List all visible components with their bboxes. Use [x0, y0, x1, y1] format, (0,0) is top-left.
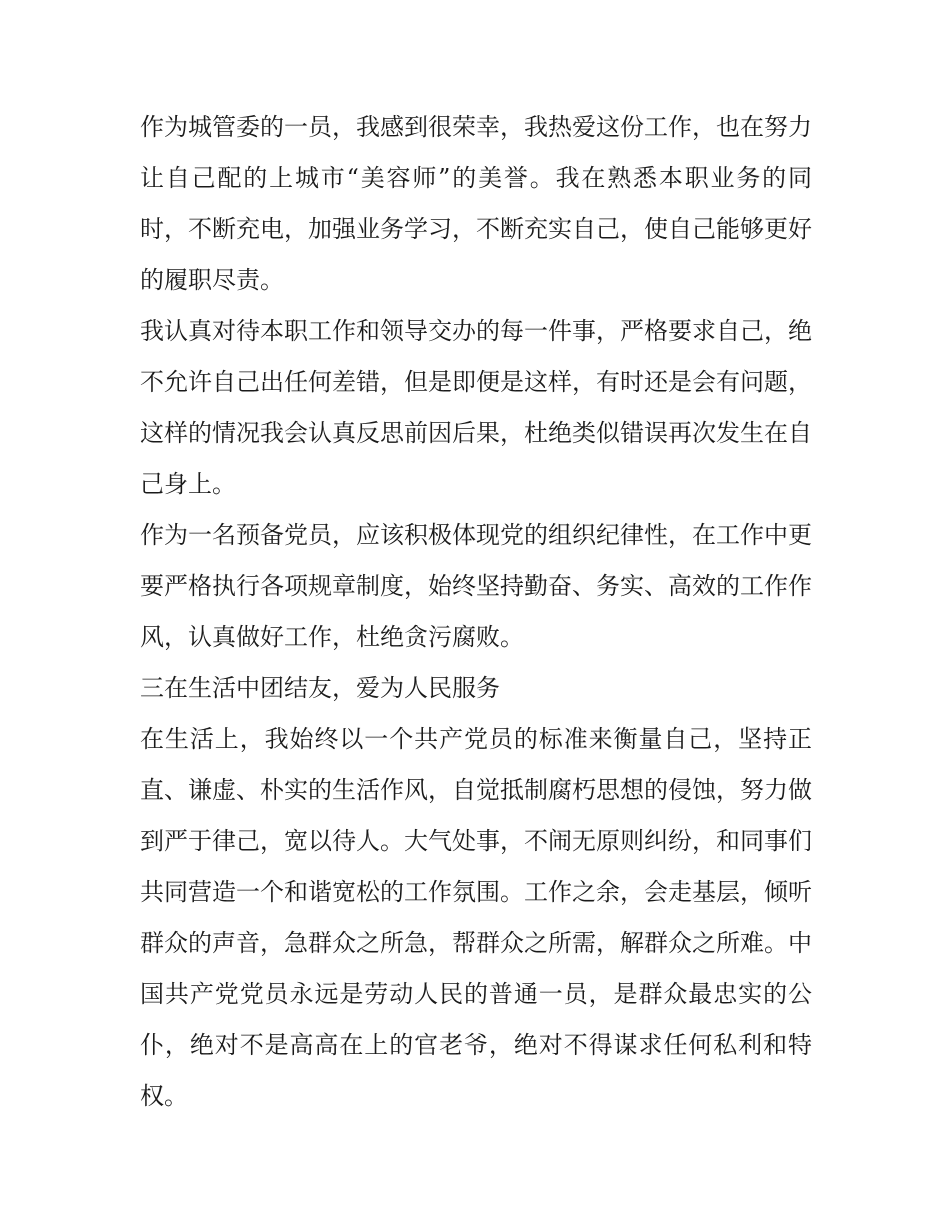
paragraph-self-discipline: 我认真对待本职工作和领导交办的每一件事，严格要求自己，绝不允许自己出任何差错，但是即便是这样，有时还是会有问题，这样的情况我会认真反思前因后果，杜绝类似错误再次发生在自己身上。 [140, 317, 812, 498]
section-heading-life: 三在生活中团结友，爱为人民服务 [140, 674, 500, 702]
paragraph-life-conduct: 在生活上，我始终以一个共产党员的标准来衡量自己，坚持正直、谦虚、朴实的生活作风，自觉抵制腐朽思想的侵蚀，努力做到严于律己，宽以待人。大气处事，不闹无原则纠纷，和同事们共同营造一个和谐宽松的工作氛围。工作之余，会走基层，倾听群众的声音，急群众之所急，帮群众之所需，解群众之所难。中国共产党党员永远是劳动人民的普通一员，是群众最忠实的公仆，绝对不是高高在上的官老爷，绝对不得谋求任何私利和特权。 [140, 725, 812, 1110]
paragraph-work-attitude: 作为城管委的一员，我感到很荣幸，我热爱这份工作，也在努力让自己配的上城市“美容师”的美誉。我在熟悉本职业务的同时，不断充电，加强业务学习，不断充实自己，使自己能够更好的履职尽责。 [140, 113, 812, 294]
paragraph-party-discipline: 作为一名预备党员，应该积极体现党的组织纪律性，在工作中更要严格执行各项规章制度，始终坚持勤奋、务实、高效的工作作风，认真做好工作，杜绝贪污腐败。 [140, 521, 812, 651]
document-body [140, 102, 812, 1122]
